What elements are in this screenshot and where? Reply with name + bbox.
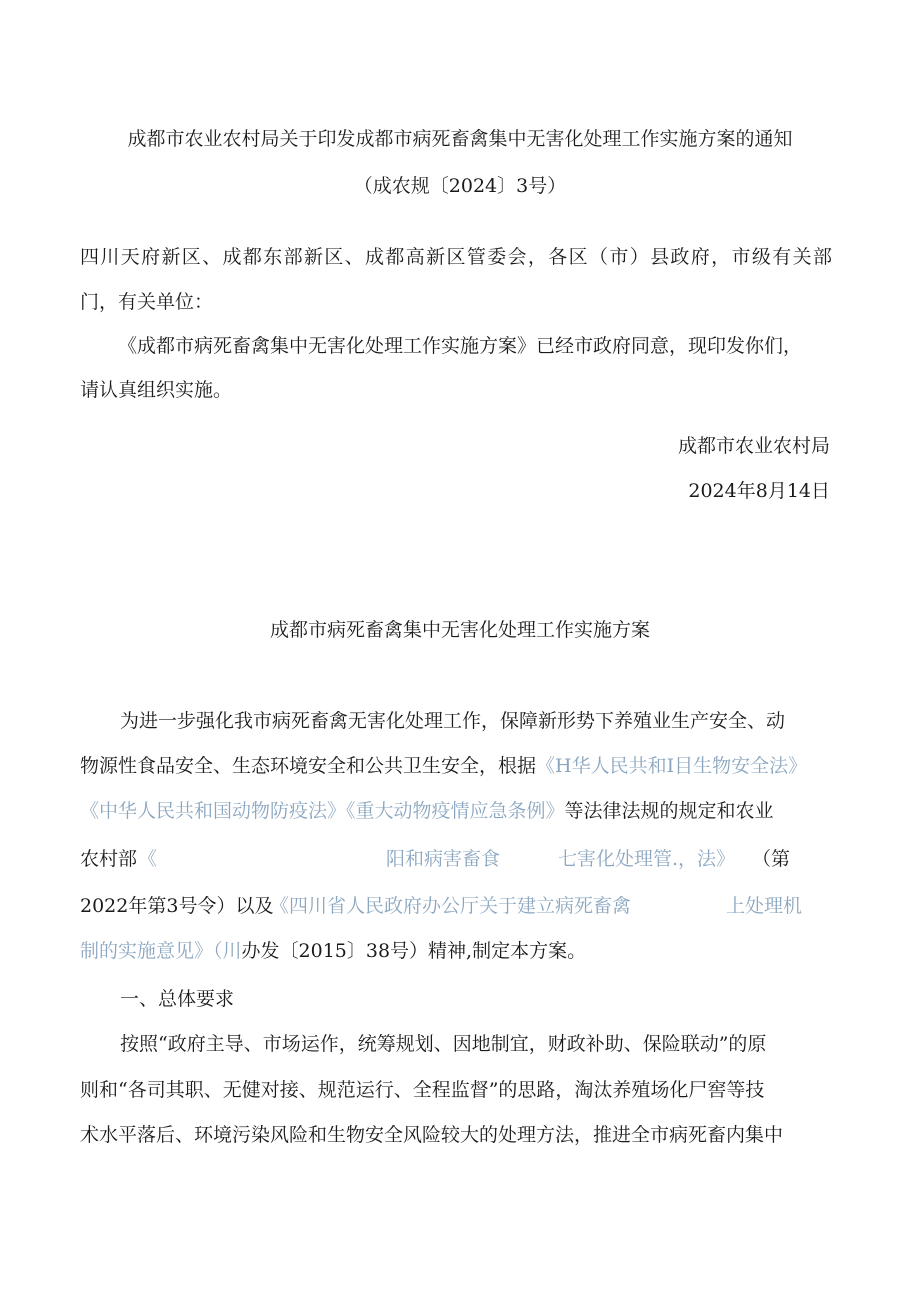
law-link-sichuan-opinion[interactable]: 《四川省人民政府办公厅关于建立病死畜禽 [270,895,632,917]
plan-intro-line [80,799,774,823]
law-link-sichuan-opinion[interactable]: 制的实施意见》（川 [80,940,242,962]
law-link-fragment[interactable]: 《 [138,848,158,870]
intro-text: 办发〔2015〕38号）精神,制定本方案。 [241,940,587,962]
plan-intro-line [80,847,832,871]
plan-intro-line [80,754,807,778]
law-link-epidemic[interactable]: 《中华人民共和国动物防疫法》《重大动物疫情应急条例》 [80,800,565,822]
plan-intro-line: 为进一步强化我市病死畜禽无害化处理工作，保障新形势下养殖业生产安全、动 [120,710,786,732]
issue-date: 2024年8月14日 [688,480,830,502]
intro-text: 物源性食品安全、生态环境安全和公共卫生安全，根据 [80,755,537,777]
law-link-biosecurity[interactable]: 《H华人民共和I目生物安全法》 [536,755,808,777]
document-number: （成农规〔2024〕3号） [353,175,567,197]
intro-text: 等法律法规的规定和农业 [564,800,774,822]
section-body-line: 术水平落后、环境污染风险和生物安全风险较大的处理方法，推进全市病死畜内集中 [80,1124,784,1146]
notice-body-line: 《成都市病死畜禽集中无害化处理工作实施方案》已经市政府同意，现印发你们， [118,335,803,357]
recipients-line: 门，有关单位： [80,291,214,313]
intro-text: （第 [752,848,791,870]
section-body-line: 按照“政府主导、市场运作，统筹规划、因地制宜，财政补助、保险联动”的原 [120,1033,767,1055]
notice-body-line: 请认真组织实施。 [80,379,233,401]
law-link-fragment[interactable]: 七害化处理管.，法》 [558,848,736,870]
law-link-fragment[interactable]: 阳和病害畜食 [386,848,501,870]
issuer-name: 成都市农业农村局 [677,435,830,457]
plan-title: 成都市病死畜禽集中无害化处理工作实施方案 [269,619,650,641]
intro-text: 农村部 [80,848,138,870]
plan-intro-line [80,894,832,918]
intro-text: 2022年第3号令）以及 [80,895,274,917]
section-heading: 一、总体要求 [120,988,235,1010]
notice-title: 成都市农业农村局关于印发成都市病死畜禽集中无害化处理工作实施方案的通知 [127,128,793,150]
law-link-fragment[interactable]: 上处理机 [726,895,803,917]
plan-intro-line [80,939,586,963]
section-body-line: 则和“各司其职、无健对接、规范运行、全程监督”的思路，淘汰养殖场化尸窖等技 [80,1079,765,1101]
recipients-line: 四 川 天 府 新 区 、 成 都 东 部 新 区 、 成 都 高 新 区 管 委 会 ， 各 区 （ 市 ） 县 政 府 ， 市 级 有 关 部 [80,246,832,268]
